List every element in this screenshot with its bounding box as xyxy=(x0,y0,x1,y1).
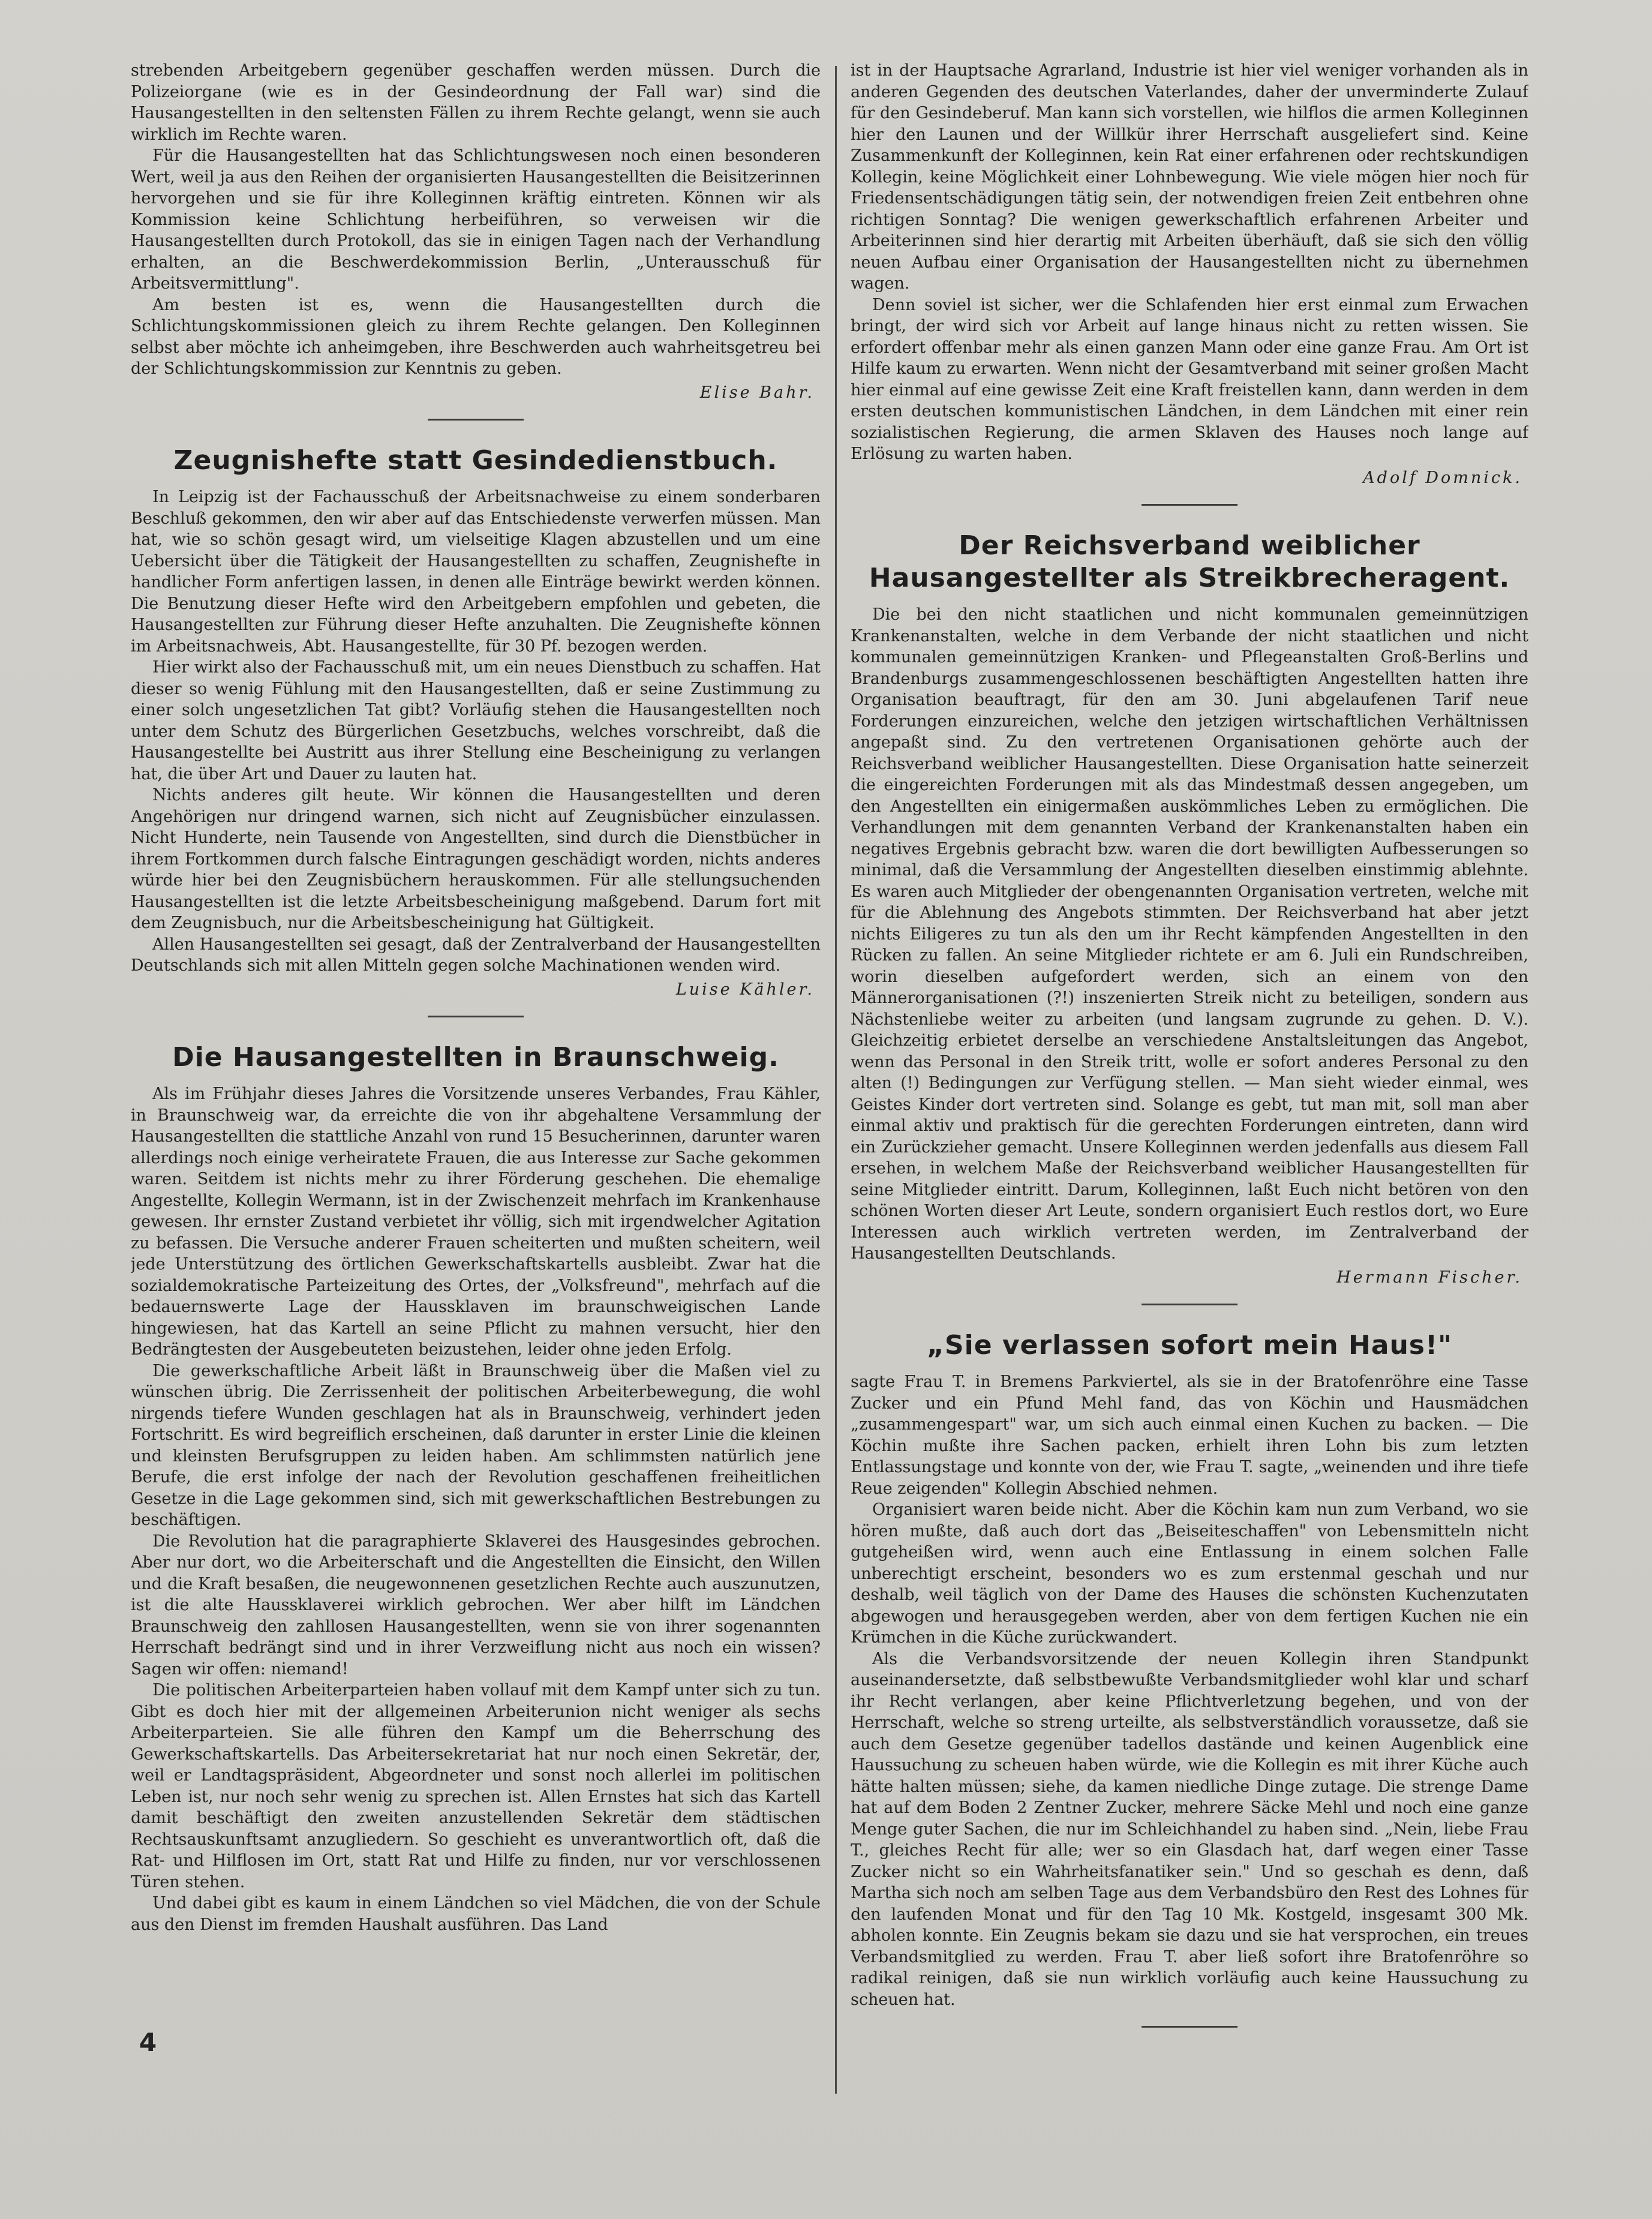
article-title: Zeugnishefte statt Gesindedienstbuch. xyxy=(173,445,778,476)
paragraph: Am besten ist es, wenn die Hausangestellten durch die Schlichtungskommissionen gleich zu ihrem Rechte gelangen. Den Kolleginnen selbst aber möchte ich anheimgeben, ihre Beschwerden auch wahrheitsgetreu bei der Schlichtungskommission zur Kenntnis zu geben. xyxy=(131,295,821,378)
paragraph: Die gewerkschaftliche Arbeit läßt in Braunschweig über die Maßen viel zu wünschen übrig. Die Zerrissenheit der politischen Arbeiterbewegung, die wohl nirgends tiefere Wunden geschlagen hat als in Braunschweig, verhindert jeden Fortschritt. Es wird begreiflich erscheinen, daß darunter in erster Linie die kleinen und kleinsten Berufsgruppen zu leiden haben. Am schlimmsten natürlich jene Berufe, die erst infolge der nach der Revolution geschaffenen freiheitlichen Gesetze in die Lage gekommen sind, sich mit gewerkschaftlichen Bestrebungen zu beschäftigen. xyxy=(131,1361,821,1529)
signature: Elise Bahr. xyxy=(699,383,815,402)
paragraph: Denn soviel ist sicher, wer die Schlafenden hier erst einmal zum Erwachen bringt, der wird sich vor Arbeit auf lange hinaus nicht zu retten wissen. Sie erfordert offenbar mehr als einen ganzen Mann oder eine ganze Frau. Am Ort ist Hilfe kaum zu erwarten. Wenn nicht der Gesamtverband mit seiner großen Macht hier einmal auf eine gewisse Zeit eine Kraft freistellen kann, dann werden in dem ersten deutschen kommunistischen Ländchen, in dem Ländchen mit einer rein sozialistischen Regierung, die armen Sklaven des Hauses noch lange auf Erlösung zu warten haben. xyxy=(851,295,1528,463)
column-divider xyxy=(835,66,837,2094)
paragraph: Hier wirkt also der Fachausschuß mit, um ein neues Dienstbuch zu schaffen. Hat dieser so wenig Fühlung mit den Hausangestellten, daß er seine Zustimmung zu einer solch ungesetzlichen Tat gibt? Vorläufig stehen die Hausangestellten noch unter dem Schutz des Bürgerlichen Gesetzbuchs, welches vorschreibt, daß die Hausangestellte bei Austritt aus ihrer Stellung eine Bescheinigung zu verlangen hat, die über Art und Dauer zu lauten hat. xyxy=(131,658,821,783)
braunschweig-continuation xyxy=(851,60,1528,506)
paragraph: Als die Verbandsvorsitzende der neuen Kollegin ihren Standpunkt auseinandersetzte, daß selbstbewußte Verbandsmitglieder wohl klar und scharf ihr Recht verlangen, aber keine Pflichtverletzung begehen, und von der Herrschaft, welche so streng urteilte, als selbstverständlich voraussetze, daß sie auch dem Gesetze gegenüber tadellos dastände und keinen Augenblick eine Haussuchung zu scheuen haben würde, wie die Kollegin es mit ihrer Küche auch hätte halten müssen; siehe, da kamen niedliche Dinge zutage. Die strenge Dame hat auf dem Boden 2 Zentner Zucker, mehrere Säcke Mehl und noch eine ganze Menge guter Sachen, die nur im Schleichhandel zu haben sind. „Nein, liebe Frau T., gleiches Recht für alle; wer so ein Glasdach hat, darf wegen einer Tasse Zucker nicht so ein Wahrheitsfanatiker sein." Und so geschah es denn, daß Martha sich noch am selben Tage aus dem Verbandsbüro den Rest des Lohnes für den laufenden Monat und für den Tag 10 Mk. Kostgeld, insgesamt 300 Mk. abholen konnte. Ein Zeugnis bekam sie dazu und sie hat versprochen, ein treues Verbandsmitglied zu werden. Frau T. aber ließ sofort ihre Bratofenröhre so radikal reinigen, daß sie nun wirklich vorläufig auch keine Haussuchung zu scheuen hat. xyxy=(851,1649,1528,2009)
article-reichsverband xyxy=(851,530,1528,1305)
paragraph: Als im Frühjahr dieses Jahres die Vorsitzende unseres Verbandes, Frau Kähler, in Braunschweig war, da erreichte die von ihr abgehaltene Versammlung der Hausangestellten die stattliche Anzahl von rund 15 Besucherinnen, darunter waren allerdings noch einige verheiratete Frauen, die aus Interesse zur Sache gekommen waren. Seitdem ist nichts mehr zu ihrer Förderung geschehen. Die ehemalige Angestellte, Kollegin Wermann, ist in der Zwischenzeit mehrfach im Krankenhause gewesen. Ihr ernster Zustand verbietet ihr völlig, sich mit irgendwelcher Agitation zu befassen. Die Versuche anderer Frauen scheiterten und mußten scheitern, weil jede Unterstützung des örtlichen Gewerkschaftskartells ausbleibt. Zwar hat die sozialdemokratische Parteizeitung des Ortes, der „Volksfreund", mehrfach auf die bedauernswerte Lage der Haussklaven im braunschweigischen Lande hingewiesen, hat das Kartell an seine Pflicht zu mahnen versucht, hier den Bedrängtesten der Ausgebeuteten beizustehen, leider ohne jeden Erfolg. xyxy=(131,1085,821,1359)
paragraph: strebenden Arbeitgebern gegenüber geschaffen werden müssen. Durch die Polizeiorgane (wie es in der Gesindeordnung der Fall war) sind die Hausangestellten in den seltensten Fällen zu ihrem Rechte gelangt, wenn sie auch wirklich im Rechte waren. xyxy=(131,61,821,144)
intro-continuation xyxy=(131,60,821,421)
paragraph: Organisiert waren beide nicht. Aber die Köchin kam nun zum Verband, wo sie hören mußte, daß auch dort das „Beiseiteschaffen" von Lebensmitteln nicht gutgeheißen wird, wenn auch eine Entlassung in einem solchen Falle unberechtigt erscheint, besonders wo es zum erstenmal geschah und nur deshalb, weil täglich von der Dame des Hauses die schönsten Kuchenzutaten abgewogen und herausgegeben werden, aber von dem fertigen Kuchen nie ein Krümchen in die Küche zurückwandert. xyxy=(851,1500,1528,1647)
paragraph: Nichts anderes gilt heute. Wir können die Hausangestellten und deren Angehörigen nur dringend warnen, sich nicht auf Zeugnisbücher einzulassen. Nicht Hunderte, nein Tausende von Angestellten, sind durch die Dienstbücher in ihrem Fortkommen durch falsche Eintragungen geschädigt worden, nichts anderes würde hier bei den Zeugnisbüchern herauskommen. Für alle stellungsuchenden Hausangestellten ist die letzte Arbeitsbescheinigung maßgebend. Darum fort mit dem Zeugnisbuch, nur die Arbeitsbescheinigung hat Gültigkeit. xyxy=(131,786,821,932)
article-title: Der Reichsverband weiblicher Hausangestellter als Streikbrecheragent. xyxy=(869,530,1510,593)
article-title: Die Hausangestellten in Braunschweig. xyxy=(172,1042,779,1073)
paragraph: ist in der Hauptsache Agrarland, Industrie ist hier viel weniger vorhanden als in anderen Gegenden des deutschen Vaterlandes, daher der unverminderte Zulauf für den Gesindeberuf. Man kann sich vorstellen, wie hilflos die armen Kolleginnen hier den Launen und der Willkür ihrer Herrschaft ausgeliefert sind. Keine Zusammenkunft der Kolleginnen, kein Rat einer erfahrenen oder rechtskundigen Kollegin, keine Möglichkeit einer Lohnbewegung. Wie viele mögen hier noch für Friedensentschädigungen tätig sein, der notwendigen freien Zeit entbehren ohne richtigen Sonntag? Die wenigen gewerkschaftlich erfahrenen Arbeiter und Arbeiterinnen sind hier derartig mit Arbeiten überhäuft, daß sie sich den völlig neuen Aufbau einer Organisation der Hausangestellten nicht zu übernehmen wagen. xyxy=(851,61,1528,293)
signature: Luise Kähler. xyxy=(675,980,815,999)
article-braunschweig xyxy=(131,1041,821,1935)
article-title: „Sie verlassen sofort mein Haus!" xyxy=(927,1330,1452,1361)
article-sie-verlassen xyxy=(851,1329,1528,2028)
paragraph: Und dabei gibt es kaum in einem Ländchen so viel Mädchen, die von der Schule aus den Dienst im fremden Haushalt ausführen. Das Land xyxy=(131,1894,821,1934)
page-number: 4 xyxy=(139,2028,157,2057)
separator-rule xyxy=(428,419,524,421)
paragraph: Für die Hausangestellten hat das Schlichtungswesen noch einen besonderen Wert, weil ja aus den Reihen der organisierten Hausangestellten die Beisitzerinnen hervorgehen und sie für ihre Kolleginnen kräftig eintreten. Können wir als Kommission keine Schlichtung herbeiführen, so verweisen wir die Hausangestellten durch Protokoll, das sie in einigen Tagen nach der Verhandlung erhalten, an die Beschwerdekommission Berlin, „Unterausschuß für Arbeitsvermittlung". xyxy=(131,146,821,293)
separator-rule xyxy=(428,1016,524,1017)
paragraph: Die politischen Arbeiterparteien haben vollauf mit dem Kampf unter sich zu tun. Gibt es doch hier mit der allgemeinen Arbeiterunion nicht weniger als sechs Arbeiterparteien. Sie alle führen den Kampf um die Beherrschung des Gewerkschaftskartells. Das Arbeitersekretariat hat nur noch einen Sekretär, der, weil er Landtagspräsident, Abgeordneter und sonst noch allerlei im politischen Leben ist, nur noch sehr wenig zu sprechen ist. Allen Ernstes hat sich das Kartell damit beschäftigt den zweiten anzustellenden Sekretär dem städtischen Rechtsauskunftsamt anzugliedern. So geschieht es unverantwortlich oft, daß die Rat- und Hilflosen im Ort, statt Rat und Hilfe zu finden, nur vor verschlossenen Türen stehen. xyxy=(131,1681,821,1891)
right-column xyxy=(851,60,1528,2160)
paragraph: Die Revolution hat die paragraphierte Sklaverei des Hausgesindes gebrochen. Aber nur dort, wo die Arbeiterschaft und die Angestellten die Einsicht, den Willen und die Kraft besaßen, die neugewonnenen gesetzlichen Rechte auch auszunutzen, ist die alte Haussklaverei wirklich gebrochen. Wer aber hilft im Ländchen Braunschweig den zahllosen Hausangestellten, wenn sie von ihrer sogenannten Herrschaft bedrängt sind und in ihrer Verzweiflung nicht aus noch ein wissen? Sagen wir offen: niemand! xyxy=(131,1532,821,1678)
signature: Hermann Fischer. xyxy=(1336,1268,1522,1287)
separator-rule xyxy=(1142,1304,1238,1305)
separator-rule xyxy=(1142,2026,1238,2028)
separator-rule xyxy=(1142,504,1238,506)
signature: Adolf Domnick. xyxy=(1363,468,1522,487)
paragraph: Allen Hausangestellten sei gesagt, daß der Zentralverband der Hausangestellten Deutschlands sich mit allen Mitteln gegen solche Machinationen wenden wird. xyxy=(131,935,821,975)
left-column xyxy=(131,60,821,2160)
paragraph: In Leipzig ist der Fachausschuß der Arbeitsnachweise zu einem sonderbaren Beschluß gekommen, den wir aber auf das Entschiedenste verwerfen müssen. Man hat, wie so schön gesagt wird, um vielseitige Klagen abzustellen und um eine Uebersicht über die Tätigkeit der Hausangestellten zu schaffen, Zeugnishefte in handlicher Form anfertigen lassen, in denen alle Einträge bewirkt werden können. Die Benutzung dieser Hefte wird den Arbeitgebern empfohlen und gebeten, die Hausangestellten zur Führung dieser Hefte anzuhalten. Die Zeugnishefte können im Arbeitsnachweis, Abt. Hausangestellte, für 30 Pf. bezogen werden. xyxy=(131,488,821,656)
paragraph: Die bei den nicht staatlichen und nicht kommunalen gemeinnützigen Krankenanstalten, welche in dem Verbande der nicht staatlichen und nicht kommunalen gemeinnützigen Kranken- und Pflegeanstalten Groß-Berlins und Brandenburgs zusammengeschlossenen beschäftigten Angestellten hatten ihre Organisation beauftragt, für den am 30. Juni abgelaufenen Tarif neue Forderungen einzureichen, welche den jetzigen wirtschaftlichen Verhältnissen angepaßt sind. Zu den vertretenen Organisationen gehörte auch der Reichsverband weiblicher Hausangestellten. Diese Organisation hatte seinerzeit die eingereichten Forderungen mit als das Mindestmaß dessen angegeben, um den Angestellten ein einigermaßen auskömmliches Leben zu ermöglichen. Die Verhandlungen mit dem genannten Verband der Krankenanstalten haben ein negatives Ergebnis gebracht bzw. waren die dort bewilligten Aufbesserungen so minimal, daß die Versammlung der Angestellten dieselben einstimmig ablehnte. Es waren auch Mitglieder der obengenannten Organisation vertreten, welche mit für die Ablehnung des Angebots stimmten. Der Reichsverband hat aber jetzt nichts Eiligeres zu tun als den um ihr Recht kämpfenden Angestellten in den Rücken zu fallen. An seine Mitglieder richtete er am 6. Juli ein Rundschreiben, worin dieselben aufgefordert werden, sich an einem von den Männerorganisationen (?!) inszenierten Streik nicht zu beteiligen, sondern aus Nächstenliebe weiter zu arbeiten (und langsam zugrunde zu gehen. D. V.). Gleichzeitig erbietet derselbe an verschiedene Anstaltsleitungen das Angebot, wenn das Personal in den Streik tritt, wolle er sofort anderes Personal zu den alten (!) Bedingungen zur Verfügung stellen. — Man sieht wieder einmal, wes Geistes Kinder dort vertreten sind. Solange es gebt, tut man mit, soll man aber einmal aktiv und praktisch für die gerechten Forderungen eintreten, dann wird ein Zurückzieher gemacht. Unsere Kolleginnen werden jedenfalls aus diesem Fall ersehen, in welchem Maße der Reichsverband weiblicher Hausangestellten für seine Mitglieder eintritt. Darum, Kolleginnen, laßt Euch nicht betören von den schönen Worten dieser Art Leute, sondern organisiert Euch restlos dort, wo Eure Interessen auch wirklich vertreten werden, im Zentralverband der Hausangestellten Deutschlands. xyxy=(851,605,1528,1263)
paragraph: sagte Frau T. in Bremens Parkviertel, als sie in der Bratofenröhre eine Tasse Zucker und ein Pfund Mehl fand, das von Köchin und Hausmädchen „zusammengespart" war, um sich auch einmal einen Kuchen zu backen. — Die Köchin mußte ihre Sachen packen, erhielt ihren Lohn bis zum letzten Entlassungstage und konnte von der, wie Frau T. sagte, „weinenden und ihre tiefe Reue zeigenden" Kollegin Abschied nehmen. xyxy=(851,1373,1528,1498)
article-zeugnishefte xyxy=(131,445,821,1017)
